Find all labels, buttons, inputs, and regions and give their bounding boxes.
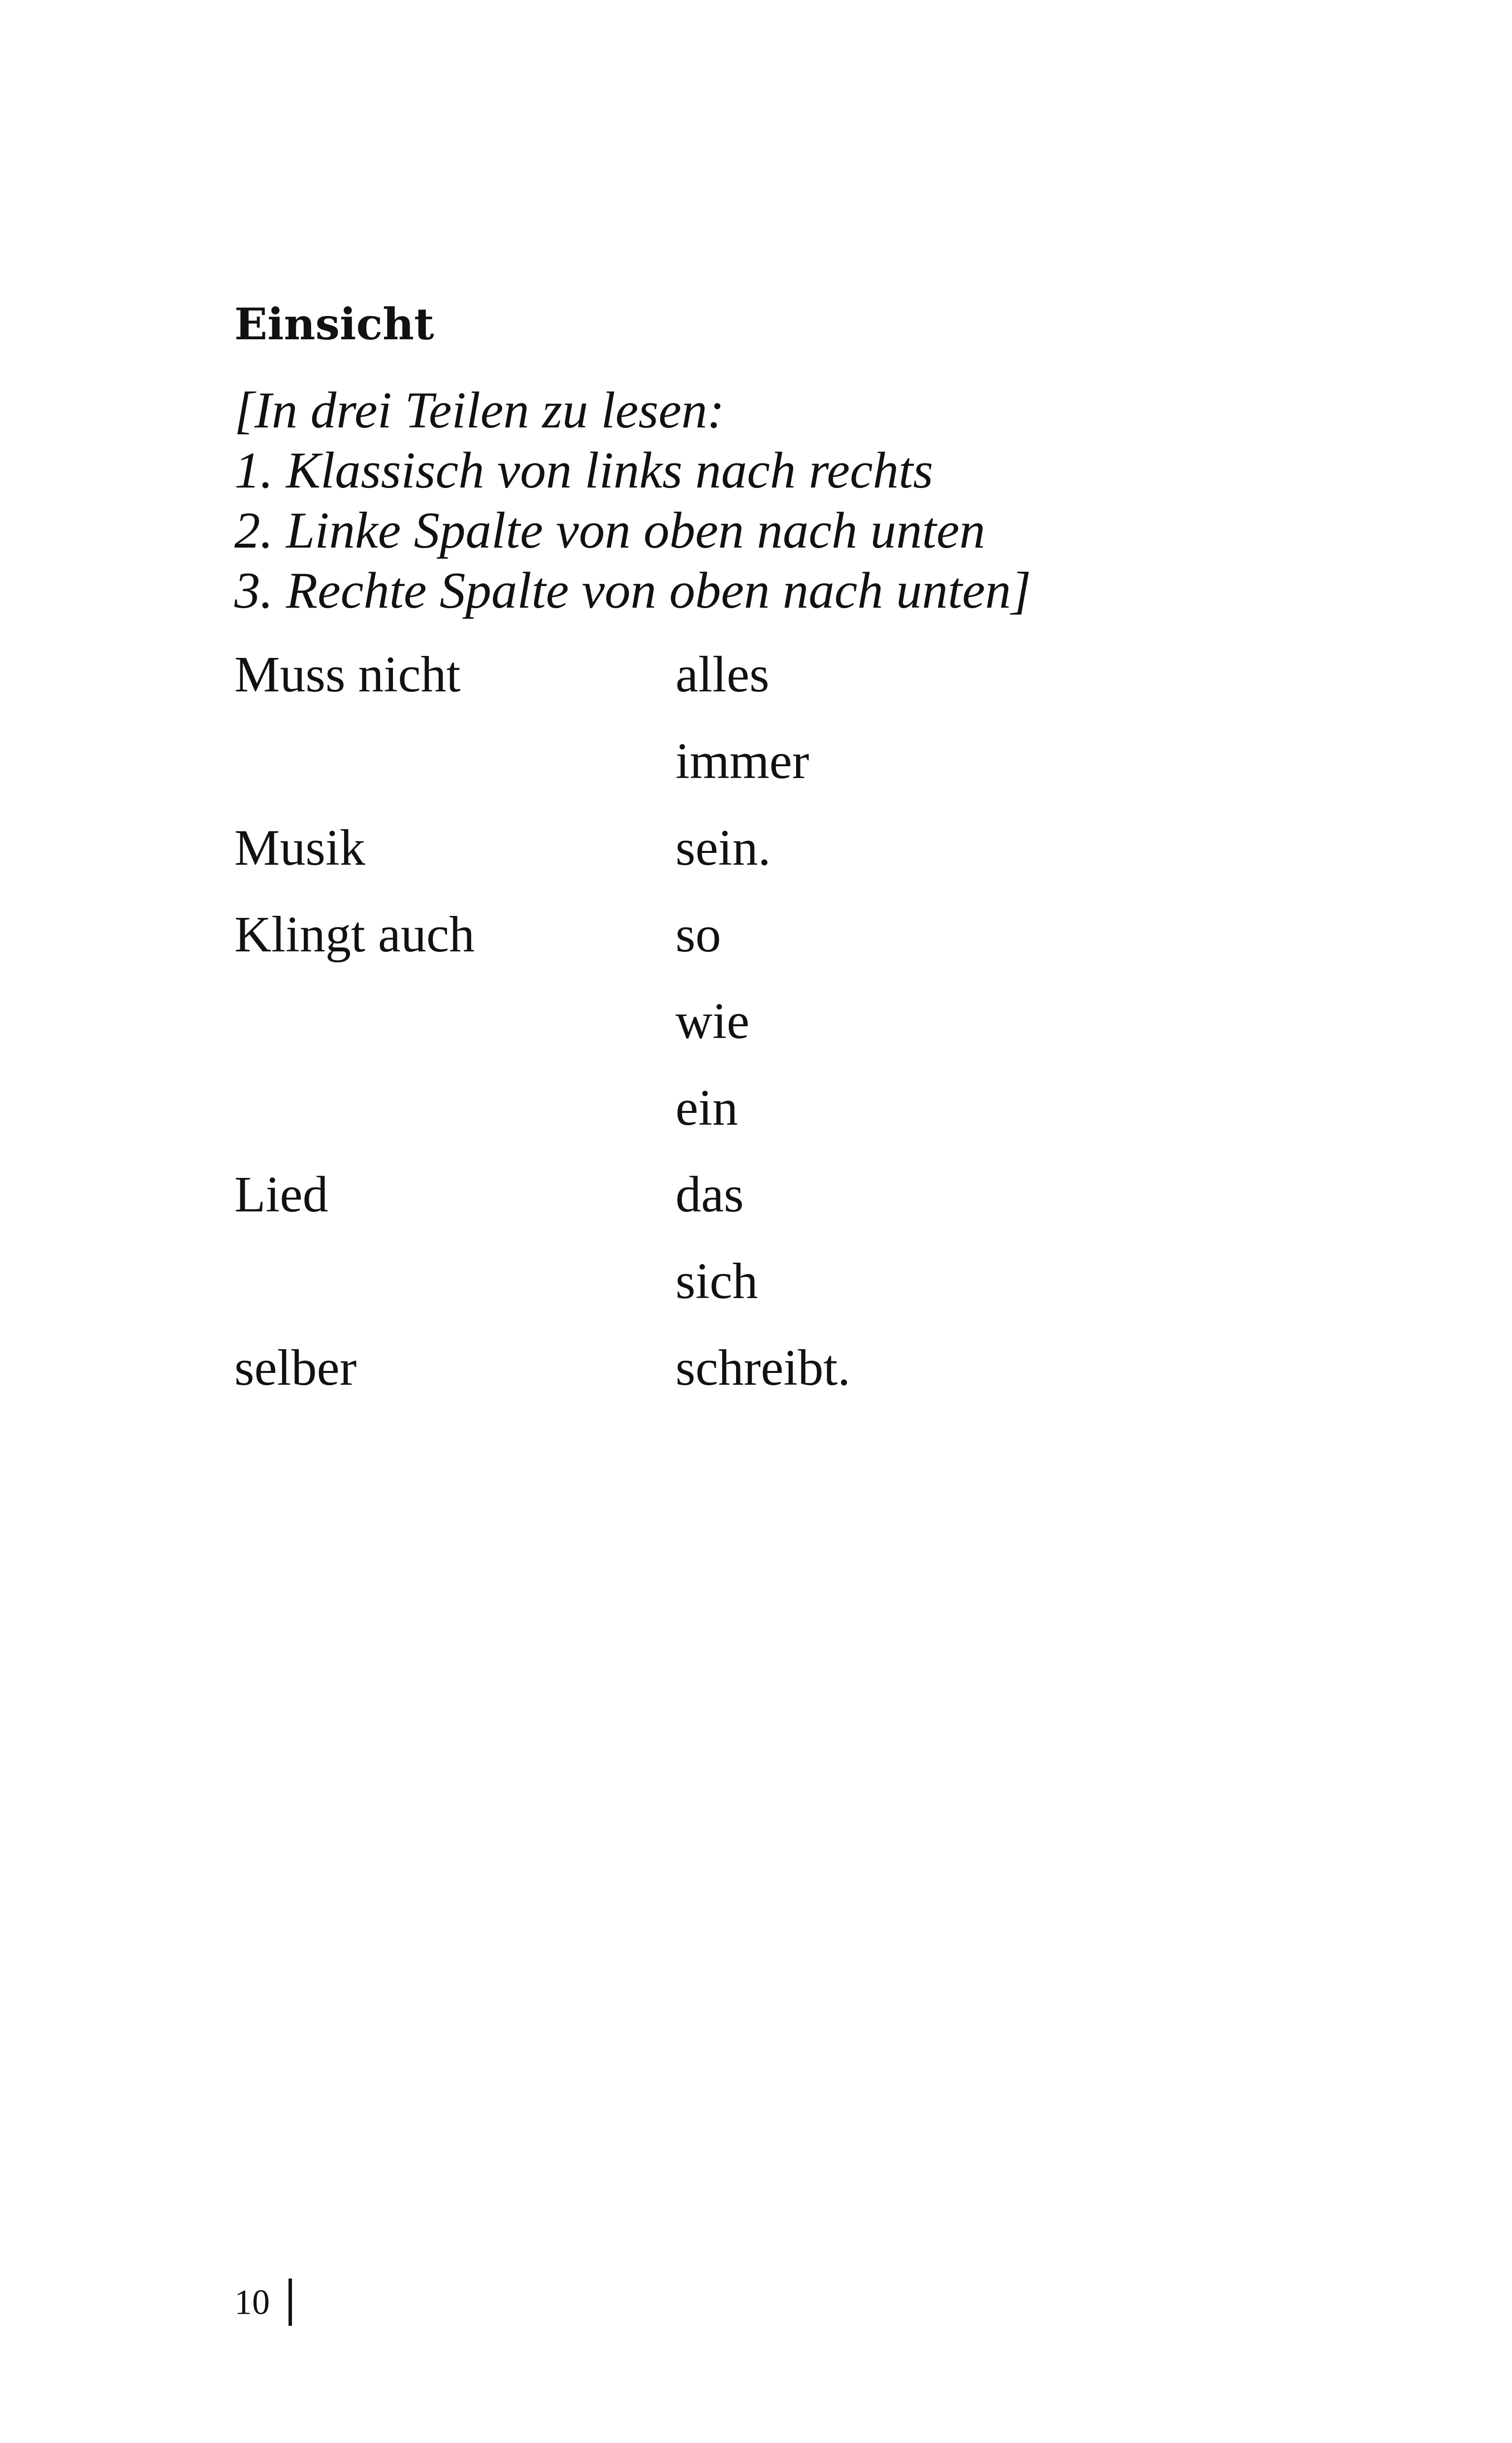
left-column-text: Muss nicht xyxy=(234,646,461,703)
poem-row xyxy=(234,1247,1121,1334)
poem-row xyxy=(234,987,1121,1074)
poem-row xyxy=(234,814,1121,900)
right-column-text: alles xyxy=(676,646,770,703)
folio-divider xyxy=(289,2279,292,2326)
poem-row xyxy=(234,727,1121,814)
right-column-text: das xyxy=(676,1166,744,1223)
instruction-line: 1. Klassisch von links nach rechts xyxy=(234,441,933,499)
left-column-text: Musik xyxy=(234,819,365,876)
poem-row xyxy=(234,1334,1121,1420)
instruction-line: 2. Linke Spalte von oben nach unten xyxy=(234,501,986,559)
right-column-text: so xyxy=(676,906,721,963)
poem-two-columns xyxy=(234,640,1121,1420)
right-column-text: schreibt. xyxy=(676,1339,851,1396)
reading-instructions xyxy=(234,380,1031,620)
instruction-line: 3. Rechte Spalte von oben nach unten] xyxy=(234,561,1031,619)
left-column-text: selber xyxy=(234,1339,357,1396)
right-column-text: immer xyxy=(676,733,809,789)
poem-title: Einsicht xyxy=(234,298,434,350)
page-footer xyxy=(234,2275,292,2329)
left-column-text: Lied xyxy=(234,1166,328,1223)
right-column-text: sein. xyxy=(676,819,771,876)
page-number: 10 xyxy=(234,2282,270,2322)
poem-row xyxy=(234,1074,1121,1160)
poem-row xyxy=(234,1160,1121,1247)
poem-row xyxy=(234,900,1121,987)
instruction-line: [In drei Teilen zu lesen: xyxy=(234,381,725,439)
right-column-text: wie xyxy=(676,993,750,1049)
right-column-text: sich xyxy=(676,1253,758,1309)
left-column-text: Klingt auch xyxy=(234,906,475,963)
poem-row xyxy=(234,640,1121,727)
right-column-text: ein xyxy=(676,1079,739,1136)
